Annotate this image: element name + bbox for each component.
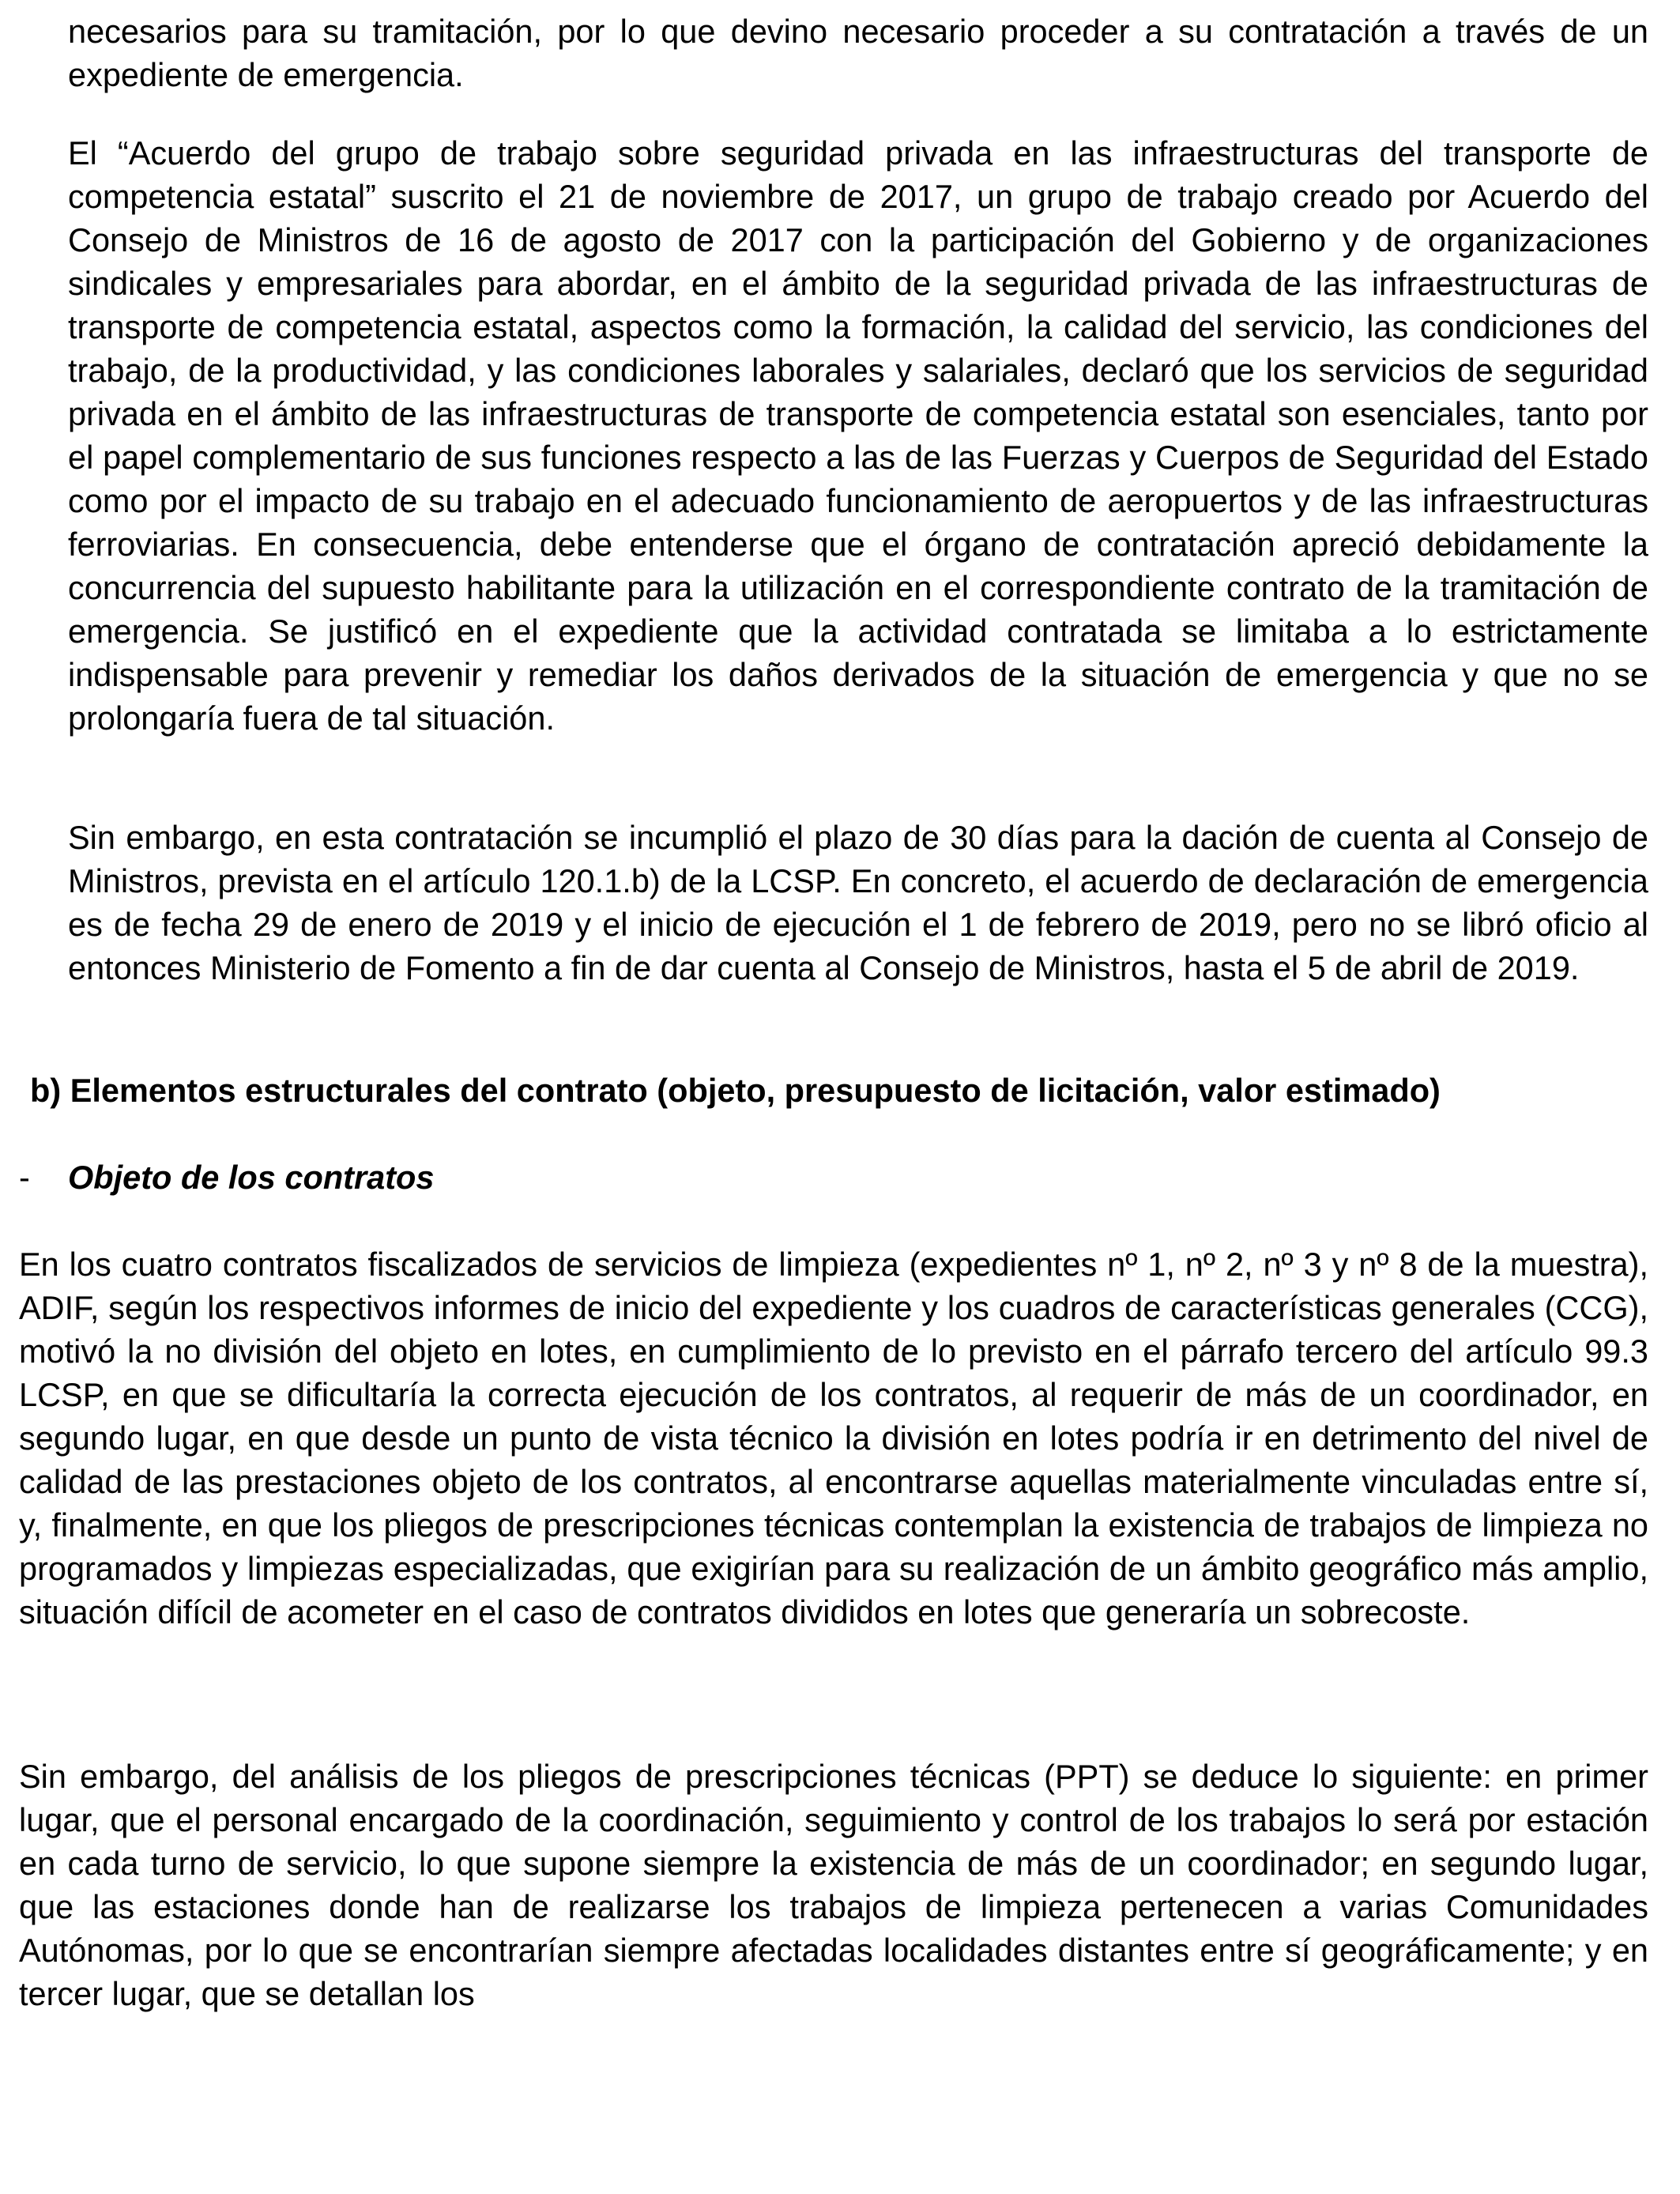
subsection-dash: - [19,1159,30,1196]
paragraph-emergency-intro: necesarios para su tramitación, por lo que devino necesario proceder a su contratación a través de un expediente de emergencia. [68,13,1648,93]
section-heading-b: b) Elementos estructurales del contrato (objeto, presupuesto de licitación, valor estimado) [30,1072,1441,1109]
subsection-title: Objeto de los contratos [68,1159,435,1196]
paragraph-deadline-breach: Sin embargo, en esta contratación se incumplió el plazo de 30 días para la dación de cuenta al Consejo de Ministros, prevista en el artículo 120.1.b) de la LCSP. En concreto, el acuerdo de declaración de emergencia es de fecha 29 de enero de 2019 y el inicio de ejecución el 1 de febrero de 2019, pero no se libró oficio al entonces Ministerio de Fomento a fin de dar cuenta al Consejo de Ministros, hasta el 5 de abril de 2019. [68,819,1648,986]
paragraph-cleaning-contracts: En los cuatro contratos fiscalizados de servicios de limpieza (expedientes nº 1, nº 2, nº 3 y nº 8 de la muestra), ADIF, según los respectivos informes de inicio del expediente y los cuadros de características generales (CCG), motivó la no división del objeto en lotes, en cumplimiento de lo previsto en el párrafo tercero del artículo 99.3 LCSP, en que se dificultaría la correcta ejecución de los contratos, al requerir de más de un coordinador, en segundo lugar, en que desde un punto de vista técnico la división en lotes podría ir en detrimento del nivel de calidad de las prestaciones objeto de los contratos, al encontrarse aquellas materialmente vinculadas entre sí, y, finalmente, en que los pliegos de prescripciones técnicas contemplan la existencia de trabajos de limpieza no programados y limpiezas especializadas, que exigirían para su realización de un ámbito geográfico más amplio, situación difícil de acometer en el caso de contratos divididos en lotes que generaría un sobrecoste. [19,1246,1648,1630]
paragraph-security-agreement: El “Acuerdo del grupo de trabajo sobre seguridad privada en las infraestructuras del transporte de competencia estatal” suscrito el 21 de noviembre de 2017, un grupo de trabajo creado por Acuerdo del Consejo de Ministros de 16 de agosto de 2017 con la participación del Gobierno y de organizaciones sindicales y empresariales para abordar, en el ámbito de la seguridad privada de las infraestructuras de transporte de competencia estatal, aspectos como la formación, la calidad del servicio, las condiciones del trabajo, de la productividad, y las condiciones laborales y salariales, declaró que los servicios de seguridad privada en el ámbito de las infraestructuras de transporte de competencia estatal son esenciales, tanto por el papel complementario de sus funciones respecto a las de las Fuerzas y Cuerpos de Seguridad del Estado como por el impacto de su trabajo en el adecuado funcionamiento de aeropuertos y de las infraestructuras ferroviarias. En consecuencia, debe entenderse que el órgano de contratación apreció debidamente la concurrencia del supuesto habilitante para la utilización en el correspondiente contrato de la tramitación de emergencia. Se justificó en el expediente que la actividad contratada se limitaba a lo estrictamente indispensable para prevenir y remediar los daños derivados de la situación de emergencia y que no se prolongaría fuera de tal situación. [68,134,1648,737]
paragraph-ppt-analysis: Sin embargo, del análisis de los pliegos de prescripciones técnicas (PPT) se deduce lo siguiente: en primer lugar, que el personal encargado de la coordinación, seguimiento y control de los trabajos lo será por estación en cada turno de servicio, lo que supone siempre la existencia de más de un coordinador; en segundo lugar, que las estaciones donde han de realizarse los trabajos de limpieza pertenecen a varias Comunidades Autónomas, por lo que se encontrarían siempre afectadas localidades distantes entre sí geográficamente; y en tercer lugar, que se detallan los [19,1758,1648,2012]
subsection-heading [19,1155,434,1199]
